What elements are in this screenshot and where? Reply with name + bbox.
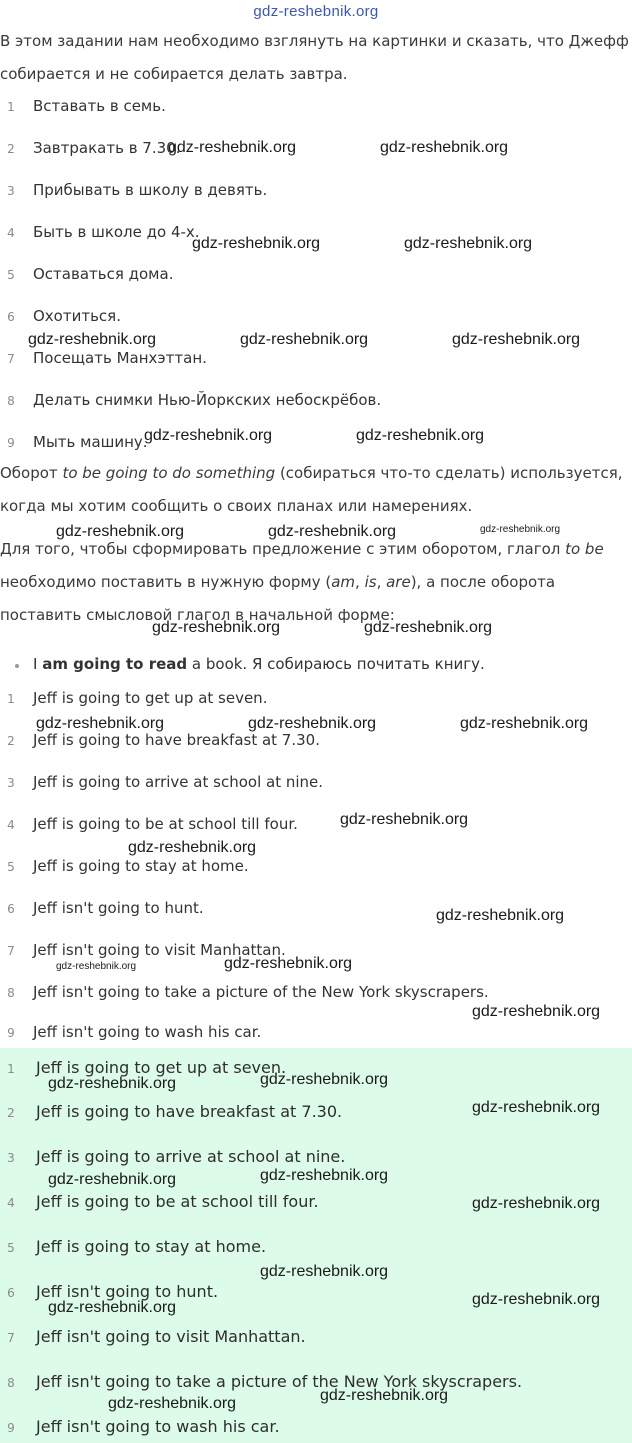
watermark: gdz-reshebnik.org	[380, 139, 509, 156]
item-number: 2	[7, 1106, 15, 1120]
explanation-paragraph-2	[0, 538, 630, 637]
watermark: gdz-reshebnik.org	[480, 524, 561, 535]
item-number: 2	[7, 142, 15, 156]
item-text: Jeff is going to arrive at school at nine.	[36, 1147, 346, 1166]
site-title[interactable]: gdz-reshebnik.org	[253, 3, 379, 20]
item-number: 9	[7, 436, 15, 450]
watermark: gdz-reshebnik.org	[56, 961, 137, 972]
item-text: Jeff is going to stay at home.	[36, 1237, 267, 1256]
item-text: Вставать в семь.	[33, 97, 166, 115]
watermark: gdz-reshebnik.org	[260, 1167, 389, 1184]
item-number: 2	[7, 734, 15, 748]
item-text: Оставаться дома.	[33, 265, 174, 283]
item-text: Jeff is going to stay at home.	[33, 857, 249, 875]
item-number: 8	[7, 394, 15, 408]
watermark: gdz-reshebnik.org	[260, 1071, 389, 1088]
item-text: Jeff isn't going to take a picture of the New York skyscrapers.	[36, 1372, 523, 1391]
watermark: gdz-reshebnik.org	[472, 1195, 601, 1212]
watermark: gdz-reshebnik.org	[28, 331, 157, 348]
explanation-1-line-2: когда мы хотим сообщить о своих планах или намерениях.	[0, 497, 473, 515]
item-number: 9	[7, 1026, 15, 1040]
watermark: gdz-reshebnik.org	[108, 1395, 237, 1412]
watermark: gdz-reshebnik.org	[248, 715, 377, 732]
item-text: Jeff isn't going to hunt.	[36, 1282, 219, 1301]
item-text: Jeff isn't going to wash his car.	[33, 1023, 262, 1041]
item-number: 4	[7, 1196, 15, 1210]
watermark: gdz-reshebnik.org	[268, 523, 397, 540]
watermark: gdz-reshebnik.org	[472, 1003, 601, 1020]
intro-line-2: собирается и не собирается делать завтра.	[0, 65, 348, 83]
item-text: Мыть машину.	[33, 433, 148, 451]
item-number: 3	[7, 776, 15, 790]
item-number: 4	[7, 226, 15, 240]
italic-phrase: to be	[565, 540, 604, 558]
watermark: gdz-reshebnik.org	[320, 1387, 449, 1404]
item-text: Jeff isn't going to take a picture of the New York skyscrapers.	[33, 983, 489, 1001]
item-number: 1	[7, 692, 15, 706]
item-text: Jeff isn't going to visit Manhattan.	[33, 941, 286, 959]
item-text: Jeff is going to be at school till four.	[36, 1192, 319, 1211]
watermark: gdz-reshebnik.org	[48, 1171, 177, 1188]
watermark: gdz-reshebnik.org	[364, 619, 493, 636]
item-number: 5	[7, 860, 15, 874]
watermark: gdz-reshebnik.org	[460, 715, 589, 732]
item-text: Делать снимки Нью-Йоркских небоскрёбов.	[33, 391, 382, 409]
item-text: Завтракать в 7.30.	[33, 139, 181, 157]
item-number: 3	[7, 184, 15, 198]
watermark: gdz-reshebnik.org	[404, 235, 533, 252]
explanation-2-line-2: необходимо поставить в нужную форму (am, is, are), а после оборота	[0, 573, 556, 591]
item-text: Jeff is going to get up at seven.	[36, 1058, 287, 1077]
item-number: 5	[7, 1241, 15, 1255]
explanation-paragraph-1	[0, 462, 630, 528]
item-text: Jeff is going to arrive at school at nine.	[33, 773, 324, 791]
watermark: gdz-reshebnik.org	[48, 1075, 177, 1092]
watermark: gdz-reshebnik.org	[340, 811, 469, 828]
item-number: 4	[7, 818, 15, 832]
watermark: gdz-reshebnik.org	[36, 715, 165, 732]
item-text: Jeff is going to be at school till four.	[33, 815, 298, 833]
item-text: Прибывать в школу в девять.	[33, 181, 268, 199]
item-number: 7	[7, 944, 15, 958]
item-number: 6	[7, 902, 15, 916]
example-text: I am going to read a book. Я собираюсь почитать книгу.	[33, 655, 485, 673]
watermark: gdz-reshebnik.org	[356, 427, 485, 444]
item-number: 8	[7, 986, 15, 1000]
item-text: Jeff is going to have breakfast at 7.30.	[36, 1102, 343, 1121]
item-number: 7	[7, 1331, 15, 1345]
explanation-2-line-3: поставить смысловой глагол в начальной форме:	[0, 606, 395, 624]
item-number: 7	[7, 352, 15, 366]
watermark: gdz-reshebnik.org	[472, 1099, 601, 1116]
item-number: 6	[7, 1286, 15, 1300]
bullet-icon	[15, 664, 19, 668]
watermark: gdz-reshebnik.org	[224, 955, 353, 972]
item-number: 5	[7, 268, 15, 282]
watermark: gdz-reshebnik.org	[168, 139, 297, 156]
watermark: gdz-reshebnik.org	[48, 1299, 177, 1316]
watermark: gdz-reshebnik.org	[128, 839, 257, 856]
item-text: Jeff isn't going to wash his car.	[36, 1417, 280, 1436]
item-text: Jeff is going to have breakfast at 7.30.	[33, 731, 320, 749]
item-text: Охотиться.	[33, 307, 121, 325]
item-number: 9	[7, 1421, 15, 1435]
watermark: gdz-reshebnik.org	[452, 331, 581, 348]
explanation-2-line-1: Для того, чтобы сформировать предложение с этим оборотом, глагол to be	[0, 540, 604, 558]
intro-line-1: В этом задании нам необходимо взглянуть на картинки и сказать, что Джефф	[0, 32, 629, 50]
item-text: Посещать Манхэттан.	[33, 349, 207, 367]
item-number: 6	[7, 310, 15, 324]
example-item	[0, 654, 632, 678]
watermark: gdz-reshebnik.org	[436, 907, 565, 924]
watermark: gdz-reshebnik.org	[240, 331, 369, 348]
watermark: gdz-reshebnik.org	[144, 427, 273, 444]
item-text: Jeff isn't going to visit Manhattan.	[36, 1327, 306, 1346]
item-number: 3	[7, 1151, 15, 1165]
watermark: gdz-reshebnik.org	[56, 523, 185, 540]
explanation-1-line-1: Оборот to be going to do something (собираться что-то сделать) используется,	[0, 464, 623, 482]
item-text: Быть в школе до 4-х.	[33, 223, 200, 241]
item-text: Jeff isn't going to hunt.	[33, 899, 204, 917]
item-text: Jeff is going to get up at seven.	[33, 689, 268, 707]
item-number: 1	[7, 1062, 15, 1076]
watermark: gdz-reshebnik.org	[260, 1263, 389, 1280]
watermark: gdz-reshebnik.org	[192, 235, 321, 252]
italic-phrase: to be going to do something	[62, 464, 276, 482]
item-number: 8	[7, 1376, 15, 1390]
watermark: gdz-reshebnik.org	[472, 1291, 601, 1308]
intro-paragraph	[0, 30, 630, 96]
item-number: 1	[7, 100, 15, 114]
watermark: gdz-reshebnik.org	[152, 619, 281, 636]
